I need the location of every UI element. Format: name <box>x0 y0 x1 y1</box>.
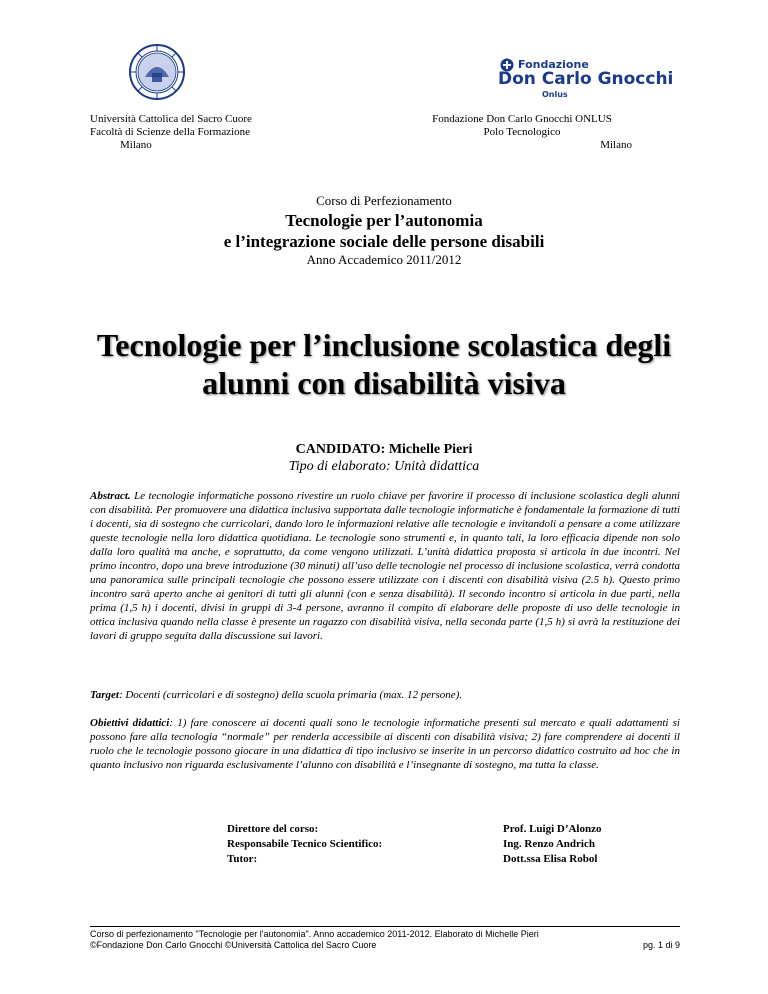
target-label: Target <box>90 689 119 701</box>
university-seal-icon <box>128 43 186 101</box>
objectives-label: Obiettivi didattici <box>90 717 170 729</box>
name-director: Prof. Luigi D’Alonzo <box>503 823 602 835</box>
footer-divider <box>90 926 680 927</box>
foundation-department: Polo Tecnologico <box>483 126 561 138</box>
page-number: pg. 1 di 9 <box>642 940 680 950</box>
document-title <box>0 326 768 402</box>
objectives-paragraph <box>90 716 680 772</box>
objectives-text: : 1) fare conoscere ai docenti quali sono le tecnologie informatiche presenti sul mercato e quali adattamenti si possono fare alla tecnologia “normale” per renderla accessibile ai discenti con disabilità visiva; 2) fare comprendere ai docenti il ruolo che le tecnologie possono giocare in una didattica di tipo inclusivo se inserite in un percorso didattico costruito ad hoc che in quanto inclusivo non riguarda esclusivamente l’alunno con disabilità e l’insegnante di sostegno, ma tutta la classe. <box>90 717 680 771</box>
faculty-name: Facoltà di Scienze della Formazione <box>90 126 251 138</box>
role-tutor: Tutor: <box>227 853 258 865</box>
footer-line-2: ©Fondazione Don Carlo Gnocchi ©Università Cattolica del Sacro Cuore <box>90 940 377 950</box>
course-title-line-2: e l’integrazione sociale delle persone disabili <box>223 232 545 251</box>
logo-line-2: Don Carlo Gnocchi <box>498 69 674 89</box>
staff-names <box>503 822 602 867</box>
abstract-text: Le tecnologie informatiche possono rivestire un ruolo chiave per favorire il processo di inclusione scolastica degli alunni con disabilità. Per promuovere una didattica inclusiva supportata dalle tecnologie informatiche è fondamentale la formazione di tutti i docenti, sia di sostegno che curricolari, dando loro le informazioni relative alle tecnologie e invitandoli a pensare a come utilizzare queste tecnologie nella loro didattica quotidiana. Le tecnologie sono strumenti e, in quanto tali, la loro efficacia dipende non solo dalla loro qualità ma anche, e soprattutto, da come vengono utilizzati. L’unità didattica proposta si articola in due incontri. Nel primo incontro, dopo una breve introduzione (30 minuti) all’uso delle tecnologie nel processo di inclusione scolastica, verrà condotta una panoramica sulle principali tecnologie che possono essere utilizzate con i discenti con disabilità visiva (2.5 h). Questo primo incontro sarà aperto anche ai genitori di tutti gli alunni (con e senza disabilità). Il secondo incontro si articola in due parti, nella prima (1,5 h) i docenti, divisi in gruppi di 3-4 persone, avranno il compito di elaborare delle proposte di uso delle tecnologie in ottica inclusiva quando nella classe è presente un ragazzo con disabilità visiva, nella seconda parte (1,5 h) si avrà la restituzione dei lavori di gruppo seguita dalla discussione sui lavori. <box>90 490 680 642</box>
fondazione-logo <box>498 58 674 102</box>
university-name: Università Cattolica del Sacro Cuore <box>90 113 252 125</box>
document-type: Tipo di elaborato: Unità didattica <box>288 459 480 474</box>
role-director: Direttore del corso: <box>227 823 319 835</box>
academic-year: Anno Accademico 2011/2012 <box>306 252 462 267</box>
university-header <box>90 113 252 152</box>
target-paragraph <box>90 688 680 702</box>
course-title <box>0 210 768 252</box>
name-tutor: Dott.ssa Elisa Robol <box>503 853 598 865</box>
footer <box>90 929 680 951</box>
logo-line-3: Onlus <box>542 90 568 99</box>
document-title-line-2: alunni con disabilità visiva <box>202 365 566 401</box>
role-technical-lead: Responsabile Tecnico Scientifico: <box>227 838 383 850</box>
course-title-line-1: Tecnologie per l’autonomia <box>285 211 483 230</box>
foundation-name: Fondazione Don Carlo Gnocchi ONLUS <box>432 113 612 125</box>
university-city: Milano <box>120 139 152 151</box>
foundation-header <box>412 113 632 152</box>
name-technical-lead: Ing. Renzo Andrich <box>503 838 595 850</box>
staff-roles <box>227 822 382 867</box>
foundation-city: Milano <box>600 139 632 151</box>
abstract-label: Abstract. <box>90 490 131 502</box>
footer-line-1: Corso di perfezionamento "Tecnologie per l'autonomia". Anno accademico 2011-2012. Elaborato di Michelle Pieri <box>90 929 539 939</box>
document-title-line-1: Tecnologie per l’inclusione scolastica degli <box>96 327 672 363</box>
abstract-paragraph <box>90 489 680 643</box>
target-text: : Docenti (curricolari e di sostegno) della scuola primaria (max. 12 persone). <box>118 689 463 701</box>
candidate-name: CANDIDATO: Michelle Pieri <box>295 442 473 457</box>
course-label: Corso di Perfezionamento <box>316 193 452 208</box>
logo-line-1: Fondazione <box>518 58 589 71</box>
